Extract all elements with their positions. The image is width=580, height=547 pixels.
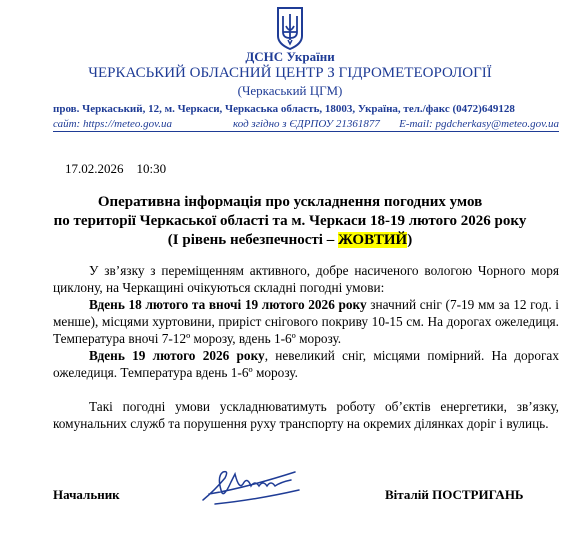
forecast-period-2: Вдень 19 лютого 2026 року xyxy=(89,348,265,363)
header-divider xyxy=(53,131,559,132)
trident-emblem-icon xyxy=(276,6,304,50)
org-short-name: (Черкаський ЦГМ) xyxy=(237,83,343,98)
email-text: E-mail: pgdcherkasy@meteo.gov.ua xyxy=(399,118,559,130)
org-parent-name: ДСНС України xyxy=(245,49,335,64)
heading-line-2: по території Черкаської області та м. Черкаси 18-19 лютого 2026 року xyxy=(53,213,527,229)
heading-level-prefix: (І рівень небезпечності – xyxy=(167,232,338,248)
forecast-text-1: значний сніг (7-19 мм за 12 год. і менше), місцями хуртовини, приріст снігового покриву 10-15 см. На дорогах ожеледиця. Температура вночі 7-12º морозу, вдень 1-6º морозу. xyxy=(53,297,559,346)
danger-level-highlight: ЖОВТИЙ xyxy=(337,232,408,248)
forecast-period-1: Вдень 18 лютого та вночі 19 лютого 2026 року xyxy=(89,297,367,312)
signer-name: Віталій ПОСТРИГАНЬ xyxy=(385,487,524,502)
document-body xyxy=(53,262,559,432)
org-address: пров. Черкаський, 12, м. Черкаси, Черкаська область, 18003, Україна, тел./факс (0472)649128 xyxy=(53,103,515,115)
handwritten-signature xyxy=(195,460,305,510)
document-heading xyxy=(0,193,580,250)
heading-line-3 xyxy=(0,231,580,250)
forecast-text-2: , невеликий сніг, місцями помірний. На дорогах ожеледиця. Температура вдень 1-6º морозу. xyxy=(53,348,559,380)
paragraph-forecast-18-19 xyxy=(53,296,559,347)
paragraph-intro: У зв’язку з переміщенням активного, добре насиченого вологою Чорного моря циклону, на Черкащині очікуються складні погодні умови: xyxy=(53,263,559,295)
signer-title: Начальник xyxy=(53,487,120,502)
paragraph-forecast-19 xyxy=(53,347,559,381)
paragraph-impact: Такі погодні умови ускладнюватимуть роботу об’єктів енергетики, зв’язку, комунальних служб та порушення руху транспорту на окремих ділянках доріг і вулиць. xyxy=(53,399,559,431)
document-date: 17.02.2026 10:30 xyxy=(65,161,167,176)
edrpou-text: код згідно з ЄДРПОУ 21361877 xyxy=(233,118,380,130)
website-text: сайт: https://meteo.gov.ua xyxy=(53,118,172,130)
org-name: ЧЕРКАСЬКИЙ ОБЛАСНИЙ ЦЕНТР З ГІДРОМЕТЕОРОЛОГІЇ xyxy=(88,65,492,81)
heading-level-suffix: ) xyxy=(407,232,413,248)
heading-line-1: Оперативна інформація про ускладнення погодних умов xyxy=(97,194,483,210)
